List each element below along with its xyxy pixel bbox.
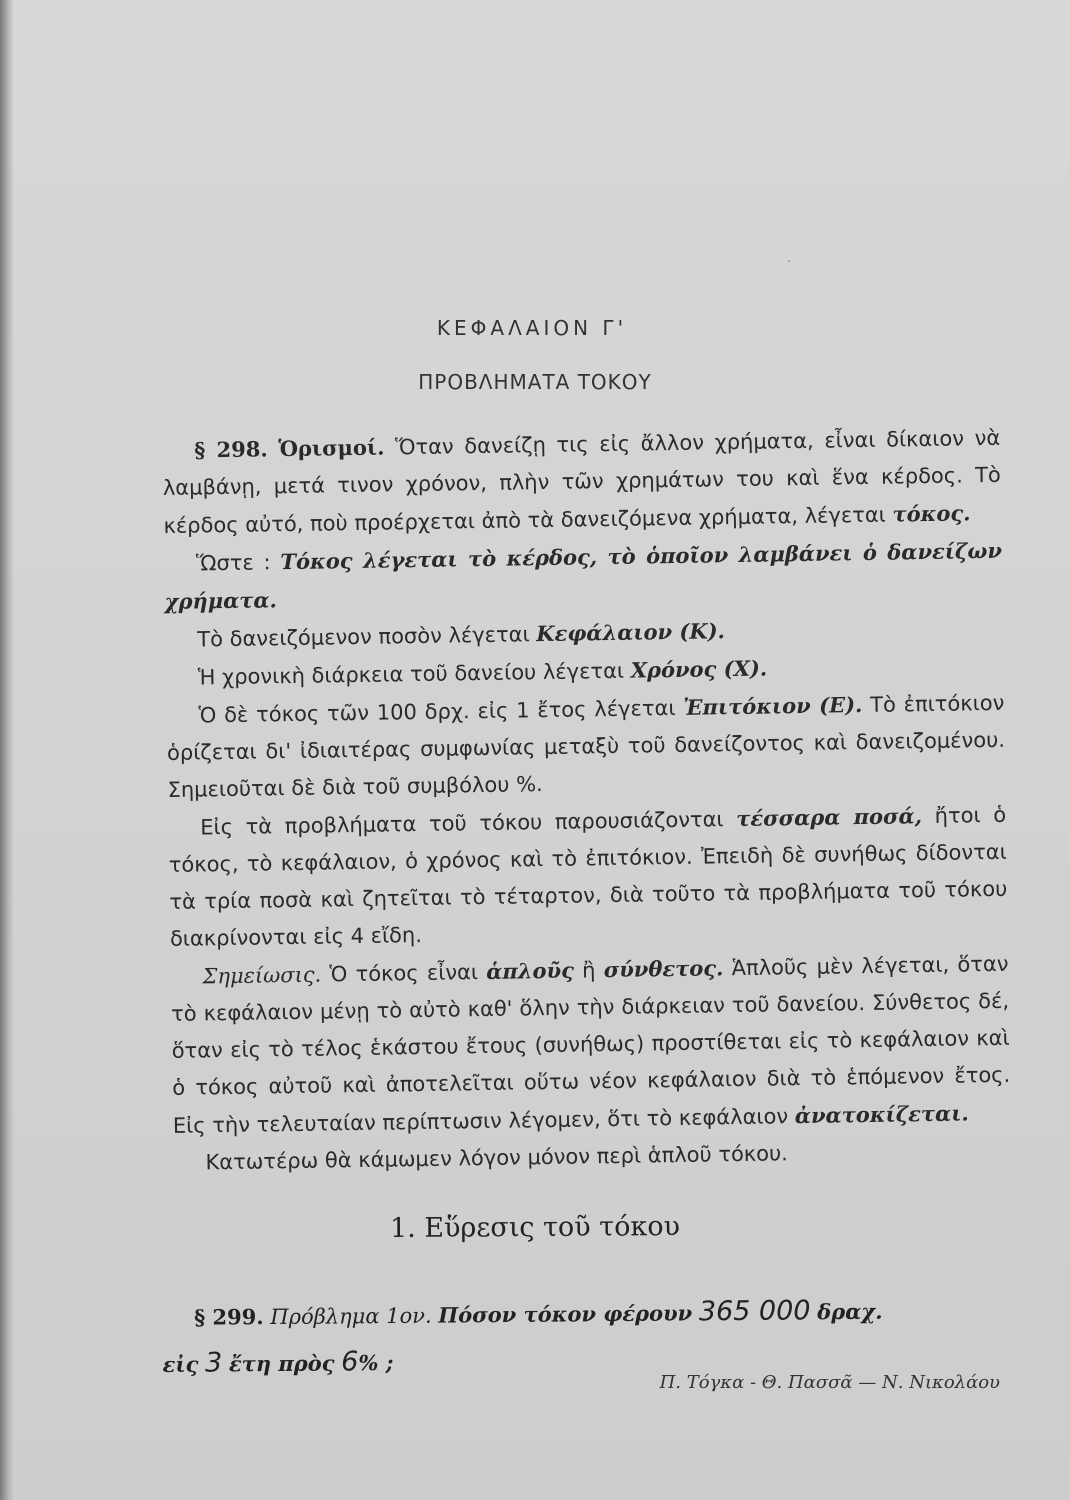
term-compound: σύνθετος. <box>603 955 724 983</box>
term-rate: Ἐπιτόκιον (Ε). <box>683 692 863 720</box>
term-capital: Κεφάλαιον (Κ). <box>536 618 726 647</box>
paragraph-text: Ὅταν δανείζῃ τις εἰς ἄλλον χρήματα, εἶναι δίκαιον νὰ λαμβάνῃ, μετά τινον χρόνον, πλὴν τῶν χρημάτων του καὶ ἕνα κέρδος. Τὸ κέρδος αὐτό, ποὺ προέρχεται ἀπὸ τὰ δανειζόμενα χρήματα, λέγεται <box>162 425 1001 538</box>
definition-text: Τόκος λέγεται τὸ κέρδος, τὸ ὁποῖον λαμβάνει ὁ δανείζων χρήματα. <box>164 537 1003 614</box>
term-four-quantities: τέσσαρα ποσά, <box>736 803 923 832</box>
four-quantities-paragraph <box>168 796 1008 958</box>
note-text-a: Ὁ τόκος εἶναι <box>329 960 479 987</box>
chapter-title: ΠΡΟΒΛΗΜΑΤΑ ΤΟΚΟΥ <box>418 370 652 394</box>
quantities-rest: ἤτοι ὁ τόκος, τὸ κεφάλαιον, ὁ χρόνος καὶ τὸ ἐπιτόκιον. Ἐπειδὴ δὲ συνήθως δίδονται τὰ τρία ποσὰ καὶ ζητεῖται τὸ τέταρτον, διὰ τοῦτο τὰ προβλήματα τοῦ τόκου διακρίνονται εἰς 4 εἴδη. <box>168 802 1008 951</box>
note-paragraph <box>170 945 1011 1145</box>
rate-rest: Τὸ ἐπιτόκιον ὁρίζεται δι' ἰδιαιτέρας συμφωνίας μεταξὺ τοῦ δανείζοντος καὶ δανειζομένου. Σημειοῦται δὲ διὰ τοῦ συμβόλου %. <box>166 690 1006 802</box>
page-footer-authors: Π. Τόγκα - Θ. Πασσᾶ — Ν. Νικολάου <box>659 1372 1000 1393</box>
note-or: ἢ <box>581 958 596 983</box>
quantities-text: Εἰς τὰ προβλήματα τοῦ τόκου παρουσιάζονται <box>200 807 724 840</box>
section-298 <box>162 419 1012 1182</box>
section-heading-finding-interest: 1. Εὕρεσις τοῦ τόκου <box>389 1210 681 1245</box>
problem-unit: δραχ. <box>817 1298 883 1325</box>
problem-rate: 6 <box>341 1346 359 1378</box>
note-label: Σημείωσις. <box>202 962 322 989</box>
page-edge-shadow <box>0 0 14 1500</box>
section-number: § 298. <box>194 436 268 463</box>
definition-paragraph <box>164 532 1003 621</box>
problem-amount: 365 000 <box>698 1295 811 1328</box>
speck: ` <box>787 260 792 271</box>
time-text: Ἡ χρονικὴ διάρκεια τοῦ δανείου λέγεται <box>197 658 625 690</box>
section-number: § 299. <box>194 1304 264 1330</box>
problem-text-eis: εἰς <box>162 1351 199 1377</box>
problem-line-1 <box>162 1287 1000 1341</box>
chapter-heading: ΚΕΦΑΛΑΙΟΝ Γ' <box>436 316 628 340</box>
capital-text: Τὸ δανειζόμενον ποσὸν λέγεται <box>197 622 530 652</box>
term-interest: τόκος. <box>892 500 971 527</box>
problem-years: 3 <box>204 1347 223 1379</box>
problem-label: Πρόβλημα 1ον. <box>270 1303 432 1330</box>
paragraph-definitions <box>162 419 1002 545</box>
closing-sentence: Κατωτέρω θὰ κάμωμεν λόγον μόνον περὶ ἁπλοῦ τόκου. <box>205 1141 789 1175</box>
rate-text: Ὁ δὲ τόκος τῶν 100 δρχ. εἰς 1 ἔτος λέγεται <box>198 695 676 728</box>
note-text-b: Ἁπλοῦς μὲν λέγεται, ὅταν τὸ κεφάλαιον μένῃ τὸ αὐτὸ καθ' ὅλην τὴν διάρκειαν τοῦ δανείου. Σύνθετος δέ, ὅταν εἰς τὸ τέλος ἑκάστου ἔτους (συνήθως) προστίθεται εἰς τὸ κεφάλαιον καὶ ὁ τόκος αὐτοῦ καὶ ἀποτελεῖται οὕτω νέον κεφάλαιον διὰ τὸ ἑπόμενον ἔτος. Εἰς τὴν τελευταίαν περίπτωσιν λέγομεν, ὅτι τὸ κεφάλαιον <box>170 951 1011 1138</box>
rate-paragraph <box>166 684 1006 809</box>
term-simple: ἁπλοῦς <box>486 957 575 984</box>
definition-lead: Ὥστε : <box>195 550 271 576</box>
problem-percent: % ; <box>358 1349 394 1376</box>
section-heading: Ὁρισμοί. <box>278 434 385 462</box>
problem-question: Πόσον τόκον φέρουν <box>438 1300 693 1328</box>
problem-text-years: ἔτη πρὸς <box>228 1350 335 1377</box>
term-time: Χρόνος (Χ). <box>630 655 768 683</box>
term-compounded: ἀνατοκίζεται. <box>794 1100 969 1129</box>
